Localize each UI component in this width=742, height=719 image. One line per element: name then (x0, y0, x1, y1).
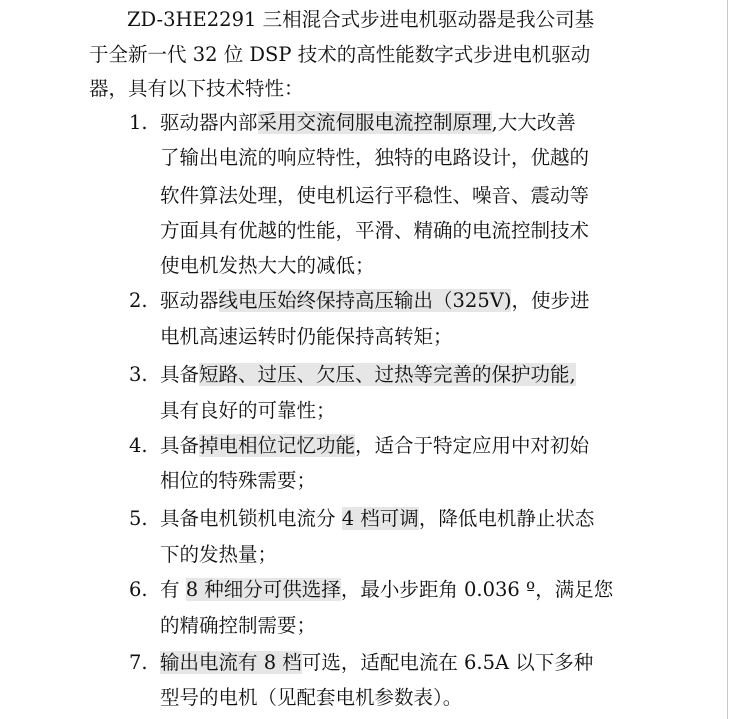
list-item-line (160, 436, 589, 456)
list-item-number: 3. (129, 363, 148, 386)
list-item-number: 2. (129, 289, 148, 312)
list-item-line (160, 616, 316, 636)
text-span: 有 (160, 578, 186, 601)
list-item-number: 1. (129, 111, 148, 134)
highlighted-text: 短路、过压、欠压、过热等完善的保护功能, (199, 363, 576, 386)
text-span: ，最小步距角 0.036 º，满足您 (340, 578, 614, 601)
text-span: 了输出电流的响应特性，独特的电路设计，优越的 (160, 146, 590, 169)
text-span: 的精确控制需要； (160, 614, 317, 637)
list-item-line (160, 688, 462, 708)
text-span: ，降低电机静止状态 (418, 507, 595, 530)
list-item-number: 5. (129, 507, 148, 530)
list-item-line (160, 148, 589, 168)
list-item-line (160, 327, 453, 347)
text-span: 具备 (160, 434, 200, 457)
text-span: ，使步进 (511, 289, 590, 312)
text-span: 软件算法处理，使电机运行平稳性、噪音、震动等 (160, 184, 590, 207)
highlighted-text: 8 种细分可供选择 (185, 578, 341, 601)
intro-line-3: 器，具有以下技术特性： (89, 77, 304, 100)
text-span: 可选，适配电流在 6.5A 以下多种 (301, 651, 594, 674)
list-item-line (160, 221, 589, 241)
list-item-line (160, 653, 593, 673)
text-span: 驱动器 (160, 289, 219, 312)
text-span: 型号的电机（见配套电机参数表）。 (160, 686, 463, 709)
intro-line-2: 于全新一代 32 位 DSP 技术的高性能数字式步进电机驱动 (89, 43, 591, 66)
intro-line-1: ZD-3HE2291 三相混合式步进电机驱动器是我公司基 (127, 8, 595, 31)
text-span: 方面具有优越的性能，平滑、精确的电流控制技术 (160, 219, 590, 242)
text-span: 电机高速运转时仍能保持高转矩； (160, 325, 453, 348)
text-span: 具备 (160, 363, 200, 386)
text-span: 具有良好的可靠性； (160, 399, 336, 422)
text-span: 相位的特殊需要； (160, 469, 317, 492)
highlighted-text: 线电压始终保持高压输出（325V) (218, 289, 512, 312)
list-item-line (160, 291, 589, 311)
highlighted-text: 采用交流伺服电流控制原理 (257, 111, 492, 134)
list-item-number: 4. (129, 434, 148, 457)
text-span: ，适合于特定应用中对初始 (355, 434, 590, 457)
list-item-line (160, 113, 576, 133)
text-span: 下的发热量； (160, 543, 278, 566)
highlighted-text: 输出电流有 8 档 (160, 651, 302, 674)
list-item-number: 6. (129, 578, 148, 601)
list-item-number: 7. (129, 651, 148, 674)
text-span: 使电机发热大大的减低； (160, 254, 375, 277)
highlighted-text: 掉电相位记忆功能 (199, 434, 356, 457)
list-item-line (160, 545, 277, 565)
text-span: ,大大改善 (491, 111, 576, 134)
text-span: 驱动器内部 (160, 111, 258, 134)
list-item-line (160, 186, 589, 206)
list-item-line (160, 365, 576, 385)
list-item-line (160, 471, 316, 491)
highlighted-text: 4 档可调 (341, 507, 419, 530)
list-item-line (160, 256, 375, 276)
list-item-line (160, 509, 594, 529)
text-span: 具备电机锁机电流分 (160, 507, 342, 530)
list-item-line (160, 401, 336, 421)
list-item-line (160, 580, 613, 600)
page-margin-line (727, 0, 728, 719)
